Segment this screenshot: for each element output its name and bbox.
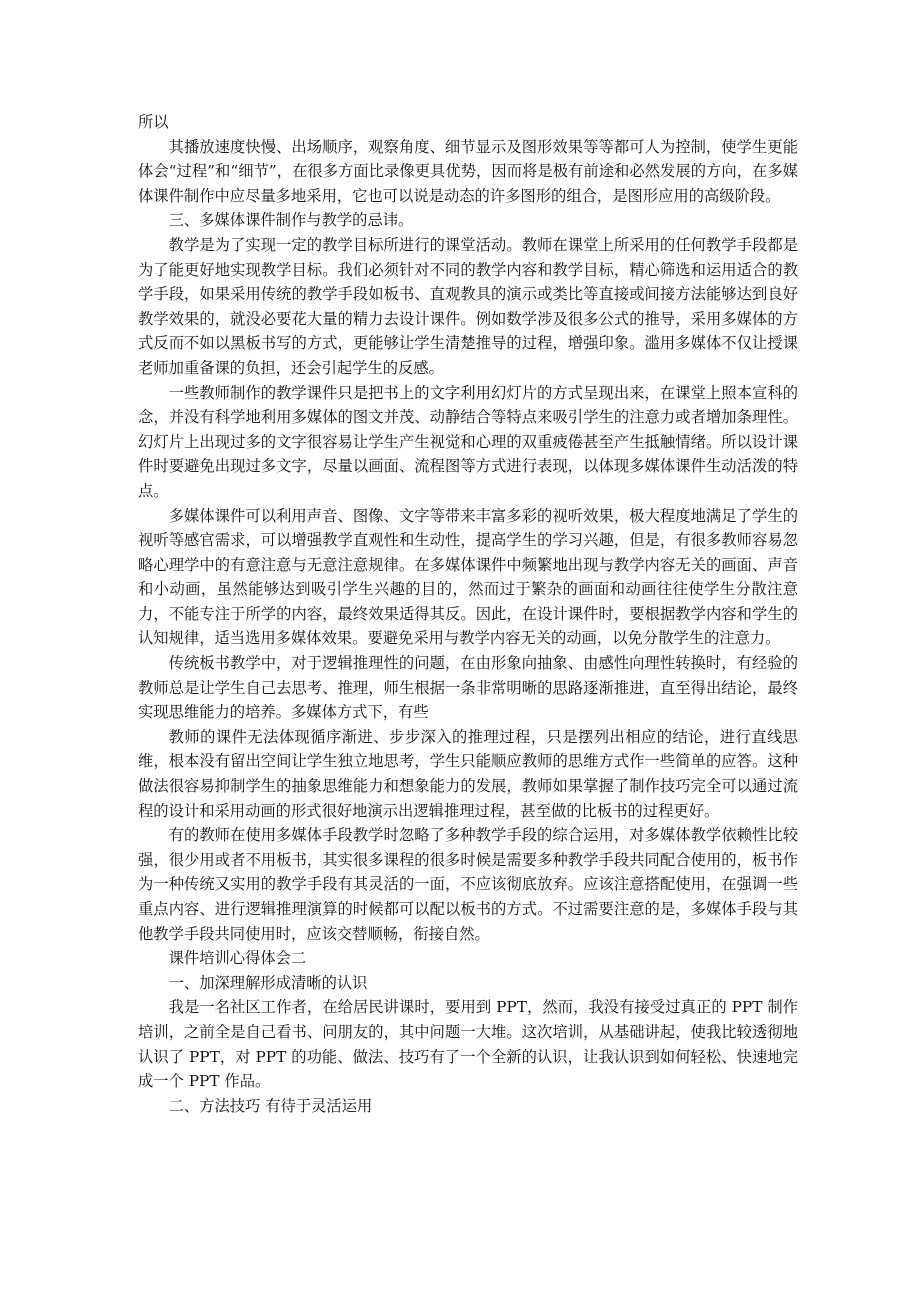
paragraph-slide-text: 一些教师制作的教学课件只是把书上的文字利用幻灯片的方式呈现出来，在课堂上照本宣科的念，并没有科学地利用多媒体的图文并茂、动静结合等特点来吸引学生的注意力或者增加条理性。幻灯片上出现过多的文字很容易让学生产生视觉和心理的双重疲倦甚至产生抵触情绪。所以设计课件时要避免出现过多文字，尽量以画面、流程图等方式进行表现，以体现多媒体课件生动活泼的特点。 (138, 383, 798, 500)
paragraph-teaching-goals: 教学是为了实现一定的教学目标所进行的课堂活动。教师在课堂上所采用的任何教学手段都是为了能更好地实现教学目标。我们必须针对不同的教学内容和教学目标，精心筛选和运用适合的教学手段，如果采用传统的教学手段如板书、直观教具的演示或类比等直接或间接方法能够达到良好教学效果的，就没必要花大量的精力去设计课件。例如数学涉及很多公式的推导，采用多媒体的方式反而不如以黑板书写的方式，更能够让学生清楚推导的过程，增强印象。滥用多媒体不仅让授课老师加重备课的负担，还会引起学生的反感。 (138, 235, 798, 377)
paragraph-blackboard-logic: 传统板书教学中，对于逻辑推理性的问题，在由形象向抽象、由感性向理性转换时，有经验的教师总是让学生自己去思考、推理，师生根据一条非常明晰的思路逐渐推进，直至得出结论，最终实现思维能力的培养。多媒体方式下，有些 (138, 654, 798, 722)
paragraph-so: 所以 (138, 113, 169, 131)
paragraph-attention: 多媒体课件可以利用声音、图像、文字等带来丰富多彩的视听效果，极大程度地满足了学生的视听等感官需求，可以增强教学直观性和生动性，提高学生的学习兴趣，但是，有很多教师容易忽略心理学中的有意注意与无意注意规律。在多媒体课件中频繁地出现与教学内容无关的画面、声音和小动画，虽然能够达到吸引学生兴趣的目的，然而过于繁杂的画面和动画往往使学生分散注意力，不能专注于所学的内容，最终效果适得其反。因此，在设计课件时，要根据教学内容和学生的认知规律，适当选用多媒体效果。要避免采用与教学内容无关的动画，以免分散学生的注意力。 (138, 506, 798, 648)
section-heading-taboos: 三、多媒体课件制作与教学的忌讳。 (168, 211, 414, 230)
paragraph-combined-methods: 有的教师在使用多媒体手段教学时忽略了多种教学手段的综合运用，对多媒体教学依赖性比较强，很少用或者不用板书，其实很多课程的很多时候是需要多种教学手段共同配合使用的，板书作为一种传统又实用的教学手段有其灵活的一面，不应该彻底放弃。应该注意搭配使用，在强调一些重点内容、进行逻辑推理演算的时候都可以配以板书的方式。不过需要注意的是，多媒体手段与其他教学手段共同使用时，应该交替顺畅，衔接自然。 (138, 826, 798, 943)
section-heading-methods: 二、方法技巧 有待于灵活运用 (168, 1096, 373, 1115)
section-heading-understanding: 一、加深理解形成清晰的认识 (168, 973, 368, 992)
paragraph-reasoning-process: 教师的课件无法体现循序渐进、步步深入的推理过程，只是摆列出相应的结论，进行直线思维，根本没有留出空间让学生独立地思考，学生只能顺应教师的思维方式作一些简单的应答。这种做法很容易抑制学生的抽象思维能力和想象能力的发展，教师如果掌握了制作技巧完全可以通过流程的设计和采用动画的形式很好地演示出逻辑推理过程，甚至做的比板书的过程更好。 (138, 727, 798, 820)
section-title-experience-two: 课件培训心得体会二 (168, 949, 307, 968)
paragraph-community-worker: 我是一名社区工作者，在给居民讲课时，要用到 PPT，然而，我没有接受过真正的 PPT 制作培训，之前全是自己看书、问朋友的，其中问题一大堆。这次培训，从基础讲起，使我比较透彻地认识了 PPT，对 PPT 的功能、做法、技巧有了一个全新的认识，让我认识到如何轻松、快速地完成一个 PPT 作品。 (138, 998, 798, 1091)
paragraph-animation-control: 其播放速度快慢、出场顺序，观察角度、细节显示及图形效果等等都可人为控制，使学生更能体会“过程”和“细节”，在很多方面比录像更具优势，因而将是极有前途和必然发展的方向，在多媒体课件制作中应尽量多地采用，它也可以说是动态的许多图形的组合，是图形应用的高级阶段。 (138, 137, 798, 205)
document-page (138, 110, 798, 1118)
